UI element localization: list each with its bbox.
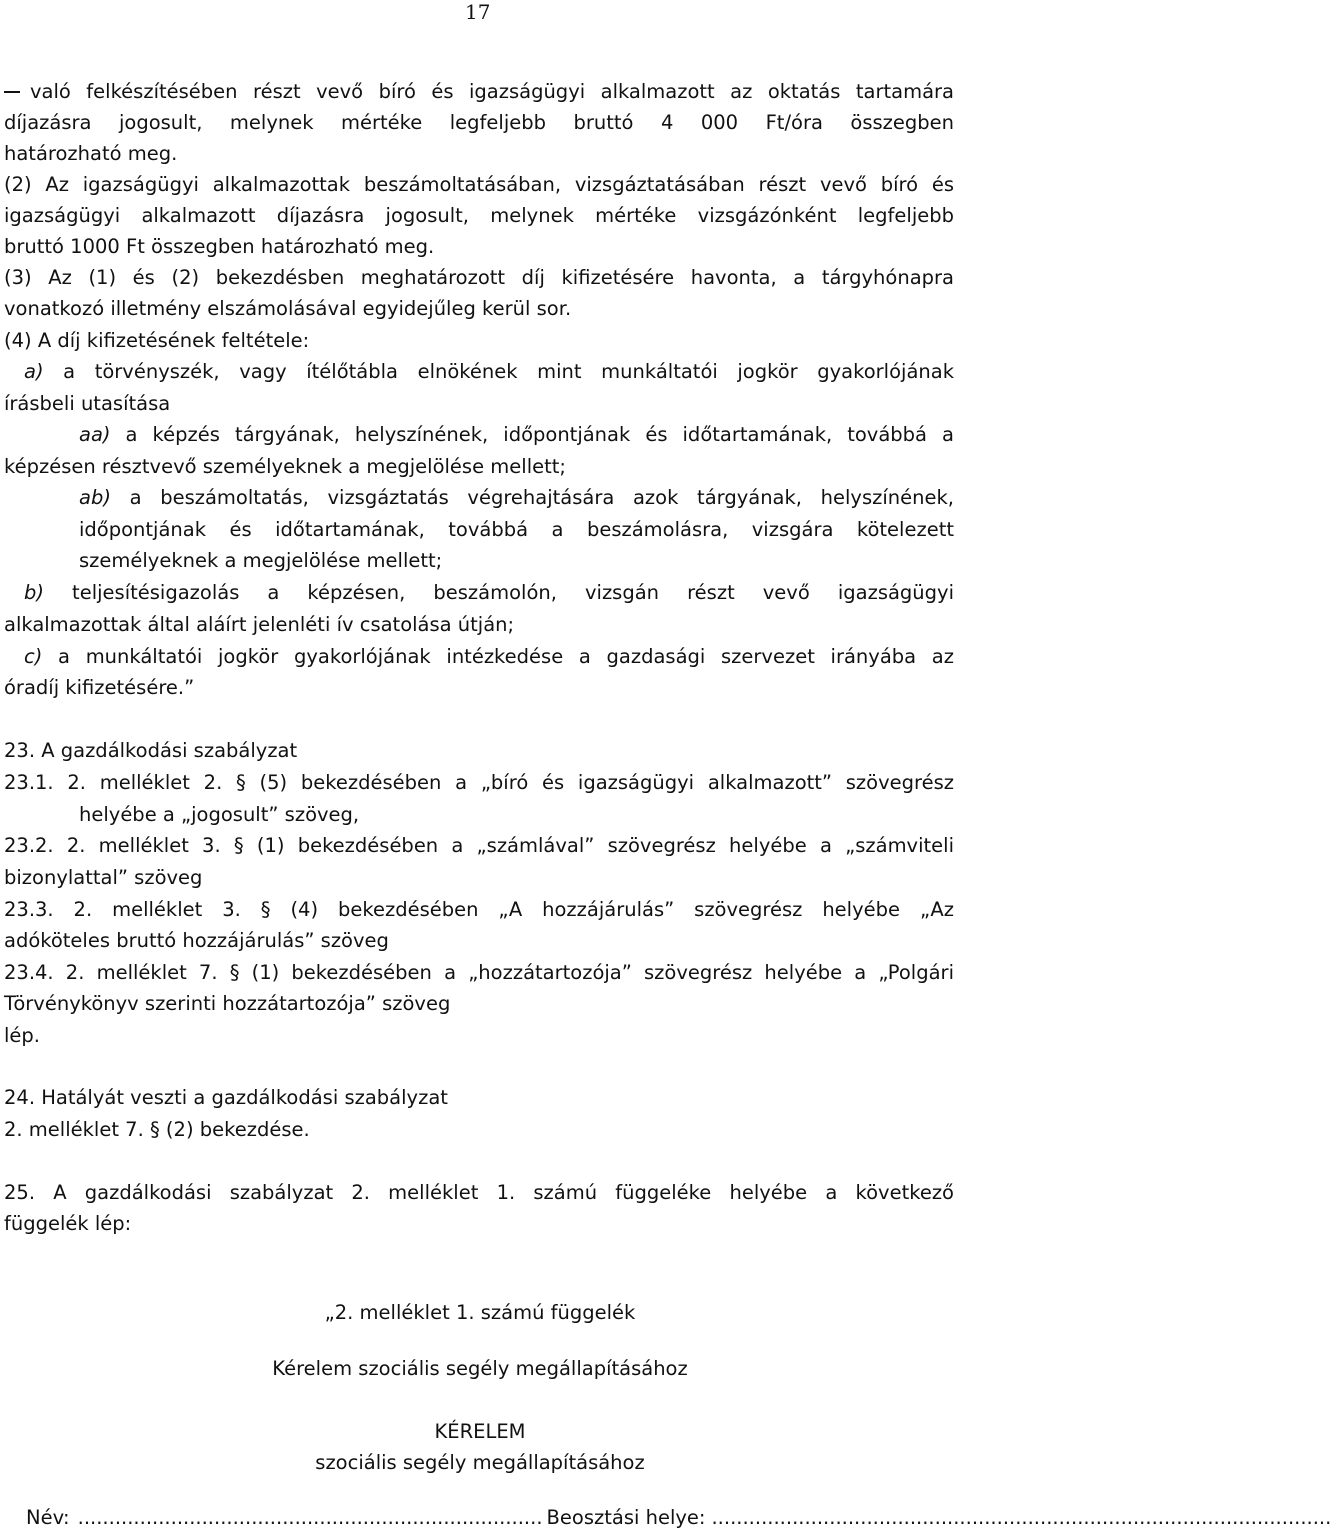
paragraph-line: helyébe a „jogosult” szöveg, — [79, 803, 360, 826]
workplace-label: Beosztási helye: — [546, 1506, 706, 1529]
form-row — [26, 1506, 1331, 1530]
appendix-subtitle: Kérelem szociális segély megállapításához — [272, 1357, 688, 1380]
list-label: c) — [24, 645, 43, 668]
name-label: Név: — [26, 1506, 70, 1529]
list-item: aa) a képzés tárgyának, helyszínének, időpontjának és időtartamának, továbbá a — [79, 423, 954, 446]
list-label: ab) — [79, 486, 111, 509]
paragraph-line: 23.2. 2. melléklet 3. § (1) bekezdésében a „számlával” szövegrész helyébe a „számviteli — [4, 834, 954, 857]
list-item: b) teljesítésigazolás a képzésen, beszámolón, vizsgán részt vevő igazságügyi — [24, 581, 954, 604]
page-number: 17 — [465, 0, 491, 24]
paragraph-line: lép. — [4, 1024, 40, 1047]
list-label: a) — [24, 360, 44, 383]
list-label: aa) — [79, 423, 111, 446]
form-subtitle: szociális segély megállapításához — [315, 1451, 645, 1474]
paragraph-line: személyeknek a megjelölése mellett; — [79, 549, 443, 572]
paragraph-line: (2) Az igazságügyi alkalmazottak beszámoltatásában, vizsgáztatásában részt vevő bíró és — [4, 173, 954, 196]
list-item: a) a törvényszék, vagy ítélőtábla elnökének mint munkáltatói jogkör gyakorlójának — [24, 360, 954, 383]
appendix-title: „2. melléklet 1. számú függelék — [324, 1301, 636, 1324]
paragraph-line: adóköteles bruttó hozzájárulás” szöveg — [4, 929, 389, 952]
paragraph-line: 2. melléklet 7. § (2) bekezdése. — [4, 1118, 310, 1141]
paragraph-line: 23.4. 2. melléklet 7. § (1) bekezdésében a „hozzátartozója” szövegrész helyébe a „Polgári — [4, 961, 954, 984]
paragraph-line: Törvénykönyv szerinti hozzátartozója” szöveg — [4, 992, 451, 1015]
list-label: b) — [24, 581, 44, 604]
list-item: ab) a beszámoltatás, vizsgáztatás végrehajtására azok tárgyának, helyszínének, — [79, 486, 954, 509]
section-heading: 23. A gazdálkodási szabályzat — [4, 739, 298, 762]
workplace-field[interactable]: .................................................................................................... — [711, 1506, 1331, 1529]
section-heading: 24. Hatályát veszti a gazdálkodási szabályzat — [4, 1086, 448, 1109]
paragraph-line: (3) Az (1) és (2) bekezdésben meghatározott díj kifizetésére havonta, a tárgyhónapra — [4, 266, 954, 289]
paragraph-line: függelék lép: — [4, 1212, 132, 1235]
paragraph-line: írásbeli utasítása — [4, 392, 171, 415]
form-title: KÉRELEM — [434, 1420, 526, 1443]
paragraph-line: bruttó 1000 Ft összegben határozható meg. — [4, 235, 435, 258]
list-item: c) a munkáltatói jogkör gyakorlójának intézkedése a gazdasági szervezet irányába az — [24, 645, 954, 668]
dash-bullet-icon — [4, 91, 20, 93]
paragraph-line: 23.3. 2. melléklet 3. § (4) bekezdésében „A hozzájárulás” szövegrész helyébe „Az — [4, 898, 954, 921]
name-field[interactable]: ........................................................................... — [77, 1506, 543, 1529]
paragraph-line: igazságügyi alkalmazott díjazásra jogosult, melynek mértéke vizsgázónként legfeljebb — [4, 204, 954, 227]
paragraph-line: határozható meg. — [4, 142, 178, 165]
section-heading: 25. A gazdálkodási szabályzat 2. melléklet 1. számú függeléke helyébe a következő — [4, 1181, 954, 1204]
paragraph-line: alkalmazottak által aláírt jelenléti ív csatolása útján; — [4, 613, 515, 636]
paragraph-line: való felkészítésében részt vevő bíró és igazságügyi alkalmazott az oktatás tartamára — [4, 80, 954, 104]
paragraph-line: időpontjának és időtartamának, továbbá a beszámolásra, vizsgára kötelezett — [79, 518, 954, 541]
paragraph-line: (4) A díj kifizetésének feltétele: — [4, 329, 310, 352]
paragraph-line: óradíj kifizetésére.” — [4, 676, 195, 699]
paragraph-line: díjazásra jogosult, melynek mértéke legfeljebb bruttó 4 000 Ft/óra összegben — [4, 111, 954, 134]
paragraph-line: vonatkozó illetmény elszámolásával egyidejűleg kerül sor. — [4, 297, 572, 320]
paragraph-line: 23.1. 2. melléklet 2. § (5) bekezdésében a „bíró és igazságügyi alkalmazott” szövegrész — [4, 771, 954, 794]
paragraph-line: képzésen résztvevő személyeknek a megjelölése mellett; — [4, 455, 566, 478]
paragraph-line: bizonylattal” szöveg — [4, 866, 203, 889]
